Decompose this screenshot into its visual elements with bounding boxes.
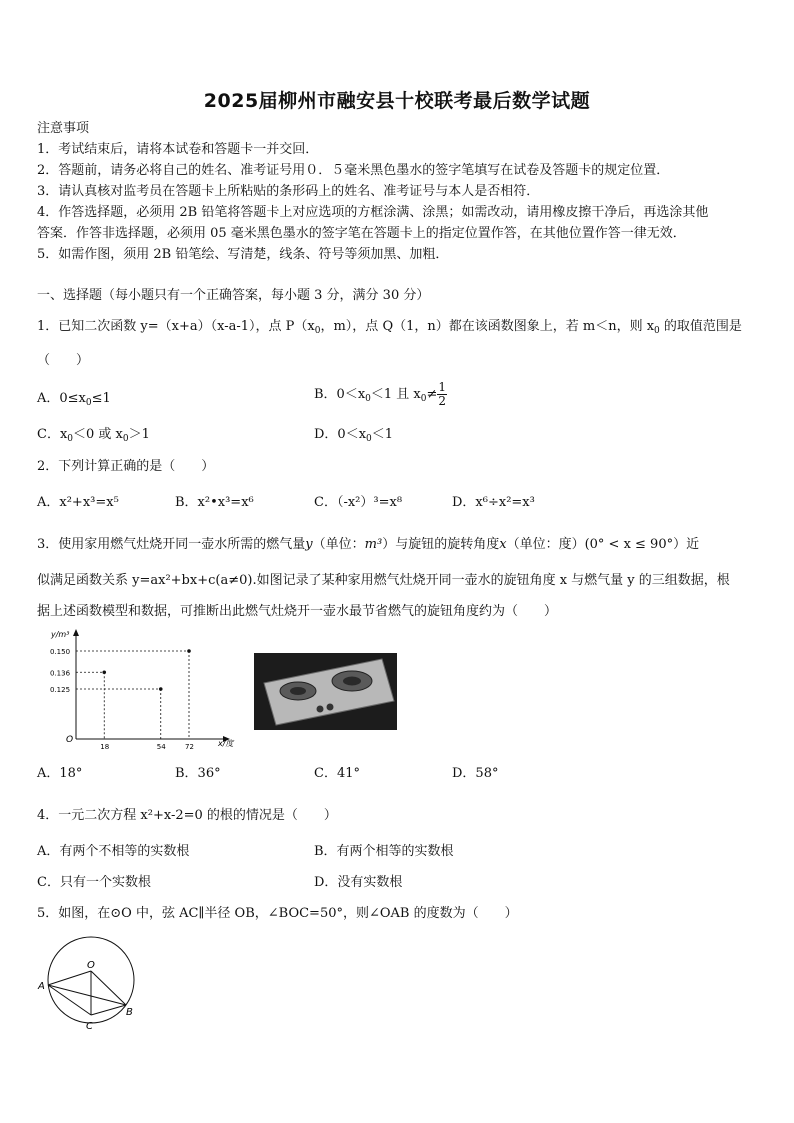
y-tick-label: 0.136: [50, 669, 71, 678]
notice-heading: 注意事项: [37, 121, 90, 136]
burner-right-center: [343, 677, 361, 686]
q1-paren: （ ）: [37, 353, 90, 368]
x-tick-label: 72: [185, 743, 194, 750]
origin-label: O: [66, 735, 74, 745]
q3-option-c: C．41°: [314, 766, 360, 781]
segment-cb: [91, 1005, 126, 1015]
q2-option-b: B．x²•x³=x⁶: [175, 495, 254, 510]
q3-function-graph: [40, 625, 240, 750]
notice-item-4: 4．作答选择题，必须用 2B 铅笔将答题卡上对应选项的方框涂满、涂黑；如需改动，请用橡皮擦干净后，再选涂其他: [37, 205, 709, 220]
q1-option-c: C．$x_0<0$ 或 $x_0>1$: [37, 427, 150, 444]
chord-ac: [48, 985, 91, 1015]
q5-circle-figure: [34, 935, 144, 1035]
q4-stem: 4．一元二次方程 x²+x-2=0 的根的情况是（ ）: [37, 808, 337, 823]
label-b: B: [126, 1007, 133, 1018]
q4-option-b: B．有两个相等的实数根: [314, 844, 454, 859]
radius-ob: [91, 971, 126, 1005]
q1-stem: 1．已知二次函数 y=（x+a）（x-a-1），点 $P(x_0$，m），点 Q（1，n）都在该函数图象上，若 m＜n，则 $x_0$ 的取值范围是: [37, 319, 742, 336]
segment-ab: [48, 985, 126, 1005]
q3-option-d: D．58°: [452, 766, 499, 781]
q1-option-d: D．$0<x_0<1$: [314, 427, 394, 444]
notice-item-5: 5．如需作图，须用 2B 铅笔绘、写清楚，线条、符号等须加黑、加粗．: [37, 247, 449, 262]
data-point: [159, 687, 163, 691]
knob-right: [327, 704, 334, 711]
notice-item-1: 1．考试结束后，请将本试卷和答题卡一并交回．: [37, 142, 319, 157]
q2-option-d: D．x⁶÷x²=x³: [452, 495, 535, 510]
page-title: 2025届柳州市融安县十校联考最后数学试题: [203, 90, 591, 112]
notice-item-2: 2．答题前，请务必将自己的姓名、准考证号用０．５毫米黑色墨水的签字笔填写在试卷及答题卡的规定位置．: [37, 163, 670, 178]
x-tick-label: 18: [100, 743, 110, 750]
q3-option-b: B．36°: [175, 766, 221, 781]
notice-item-4-cont: 答案．作答非选择题，必须用 05 毫米黑色墨水的签字笔在答题卡上的指定位置作答，在其他位置作答一律无效．: [37, 226, 686, 241]
x-axis-label: x/度: [218, 739, 234, 748]
label-a: A: [38, 981, 45, 992]
gas-stove-photo: [254, 653, 397, 730]
q3-line-1: 3．使用家用燃气灶烧开同一壶水所需的燃气量y（单位：m³）与旋钮的旋转角度x（单位：度）(0° < x ≤ 90°）近: [37, 537, 700, 552]
q5-stem: 5．如图，在⊙O 中，弦 AC∥半径 OB，∠BOC=50°，则∠OAB 的度数为（ ）: [37, 906, 518, 921]
y-tick-label: 0.150: [50, 648, 71, 656]
segment-ao: [48, 971, 91, 985]
fraction-one-half: $\frac{1}{2}$: [438, 380, 447, 408]
knob-left: [317, 706, 324, 713]
q3-line-3: 据上述函数模型和数据，可推断出此燃气灶烧开一壶水最节省燃气的旋钮角度约为（ ）: [37, 604, 558, 619]
q1-option-b: B．$0<x_0<1$ 且 $x_0\ne$ $\frac{1}{2}$: [314, 380, 447, 408]
label-o: O: [87, 960, 95, 971]
label-c: C: [86, 1021, 93, 1032]
data-point: [102, 670, 106, 674]
y-axis-arrow: [73, 629, 79, 636]
burner-left-center: [290, 687, 306, 695]
q4-option-d: D．没有实数根: [314, 875, 403, 890]
q2-option-c: C．（-x²）³=x⁸: [314, 495, 403, 510]
notice-item-3: 3．请认真核对监考员在答题卡上所粘贴的条形码上的姓名、准考证号与本人是否相符．: [37, 184, 540, 199]
q2-stem: 2．下列计算正确的是（ ）: [37, 459, 215, 474]
q4-option-a: A．有两个不相等的实数根: [37, 844, 190, 859]
q3-option-a: A．18°: [37, 766, 83, 781]
data-point: [187, 649, 191, 653]
q2-option-a: A．x²+x³=x⁵: [37, 495, 119, 510]
section-heading: 一、选择题（每小题只有一个正确答案，每小题 3 分，满分 30 分）: [37, 288, 430, 303]
gas-stove-illustration: [254, 653, 397, 730]
y-axis-label: y/m³: [51, 630, 70, 639]
x-tick-label: 54: [156, 743, 166, 750]
q1-option-a: A．$0\le x_0\le 1$: [37, 391, 111, 408]
q3-line-2: 似满足函数关系 y=ax²+bx+c(a≠0).如图记录了某种家用燃气灶烧开同一壶水的旋钮角度 x 与燃气量 y 的三组数据，根: [37, 573, 730, 588]
y-tick-label: 0.125: [50, 686, 71, 694]
q4-option-c: C．只有一个实数根: [37, 875, 151, 890]
